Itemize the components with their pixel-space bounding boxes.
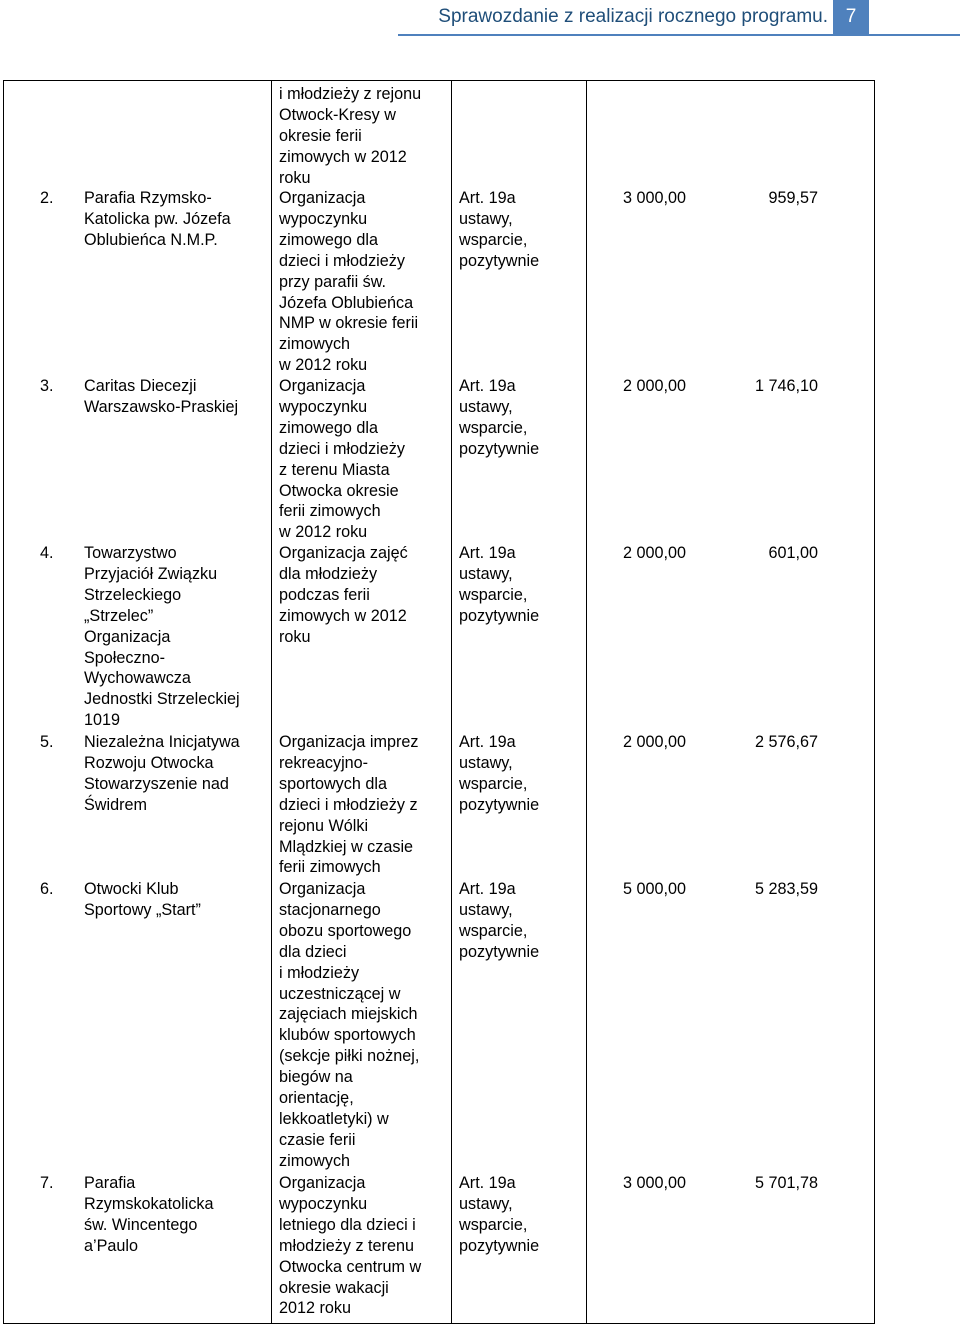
row-number: 3.	[40, 377, 54, 395]
row-number: 6.	[40, 880, 54, 898]
organization-cell: Caritas Diecezji Warszawsko-Praskiej	[84, 377, 239, 416]
scope-cell: Organizacja imprez rekreacyjno- sportowych dla dzieci i młodzieży z rejonu Wólki Mlądzkiej w czasie ferii zimowych	[279, 733, 419, 877]
legal-basis-cell: Art. 19a ustawy, wsparcie, pozytywnie	[459, 1174, 540, 1255]
row-number: 5.	[40, 733, 54, 751]
organization-cell: Parafia Rzymskokatolicka św. Wincentego a’Paulo	[84, 1174, 214, 1255]
column-divider	[451, 81, 452, 1323]
organization-cell: Niezależna Inicjatywa Rozwoju Otwocka Stowarzyszenie nad Świdrem	[84, 733, 240, 814]
spent-amount: 5 701,78	[754, 1174, 818, 1192]
grants-table	[3, 80, 875, 1324]
legal-basis-cell: Art. 19a ustawy, wsparcie, pozytywnie	[459, 733, 540, 814]
spent-amount: 2 576,67	[754, 733, 818, 751]
scope-cell: Organizacja wypoczynku zimowego dla dzieci i młodzieży przy parafii św. Józefa Oblubieńca NMP w okresie ferii zimowych w 2012 roku	[279, 189, 419, 375]
spent-amount: 5 283,59	[754, 880, 818, 898]
row-number: 4.	[40, 544, 54, 562]
granted-amount: 2 000,00	[622, 377, 686, 395]
document-title: Sprawozdanie z realizacji rocznego programu.	[438, 6, 828, 27]
organization-cell: Otwocki Klub Sportowy „Start”	[84, 880, 201, 919]
granted-amount: 3 000,00	[622, 1174, 686, 1192]
scope-cell: Organizacja wypoczynku letniego dla dzieci i młodzieży z terenu Otwocka centrum w okresie wakacji 2012 roku	[279, 1174, 422, 1318]
organization-cell: Towarzystwo Przyjaciół Związku Strzeleckiego „Strzelec” Organizacja Społeczno- Wychowawcza Jednostki Strzeleckiej 1019	[84, 544, 240, 730]
scope-cell: Organizacja wypoczynku zimowego dla dzieci i młodzieży z terenu Miasta Otwocka okresie ferii zimowych w 2012 roku	[279, 377, 405, 542]
scope-cell: i młodzieży z rejonu Otwock-Kresy w okresie ferii zimowych w 2012 roku	[279, 85, 422, 187]
column-divider	[271, 81, 272, 1323]
page-header	[0, 0, 960, 36]
spent-amount: 959,57	[768, 189, 818, 207]
row-number: 7.	[40, 1174, 54, 1192]
legal-basis-cell: Art. 19a ustawy, wsparcie, pozytywnie	[459, 880, 540, 961]
granted-amount: 5 000,00	[622, 880, 686, 898]
column-divider	[586, 81, 587, 1323]
header-divider	[398, 34, 960, 36]
granted-amount: 2 000,00	[622, 544, 686, 562]
spent-amount: 601,00	[768, 544, 818, 562]
scope-cell: Organizacja zajęć dla młodzieży podczas ferii zimowych w 2012 roku	[279, 544, 408, 646]
page-number: 7	[833, 0, 869, 34]
spent-amount: 1 746,10	[754, 377, 818, 395]
legal-basis-cell: Art. 19a ustawy, wsparcie, pozytywnie	[459, 189, 540, 270]
organization-cell: Parafia Rzymsko- Katolicka pw. Józefa Oblubieńca N.M.P.	[84, 189, 231, 249]
row-number: 2.	[40, 189, 54, 207]
granted-amount: 3 000,00	[622, 189, 686, 207]
granted-amount: 2 000,00	[622, 733, 686, 751]
scope-cell: Organizacja stacjonarnego obozu sportowego dla dzieci i młodzieży uczestniczącej w zajęciach miejskich klubów sportowych (sekcje piłki nożnej, biegów na orientację, lekkoatletyki) w czasie ferii zimowych	[279, 880, 420, 1170]
legal-basis-cell: Art. 19a ustawy, wsparcie, pozytywnie	[459, 544, 540, 625]
legal-basis-cell: Art. 19a ustawy, wsparcie, pozytywnie	[459, 377, 540, 458]
